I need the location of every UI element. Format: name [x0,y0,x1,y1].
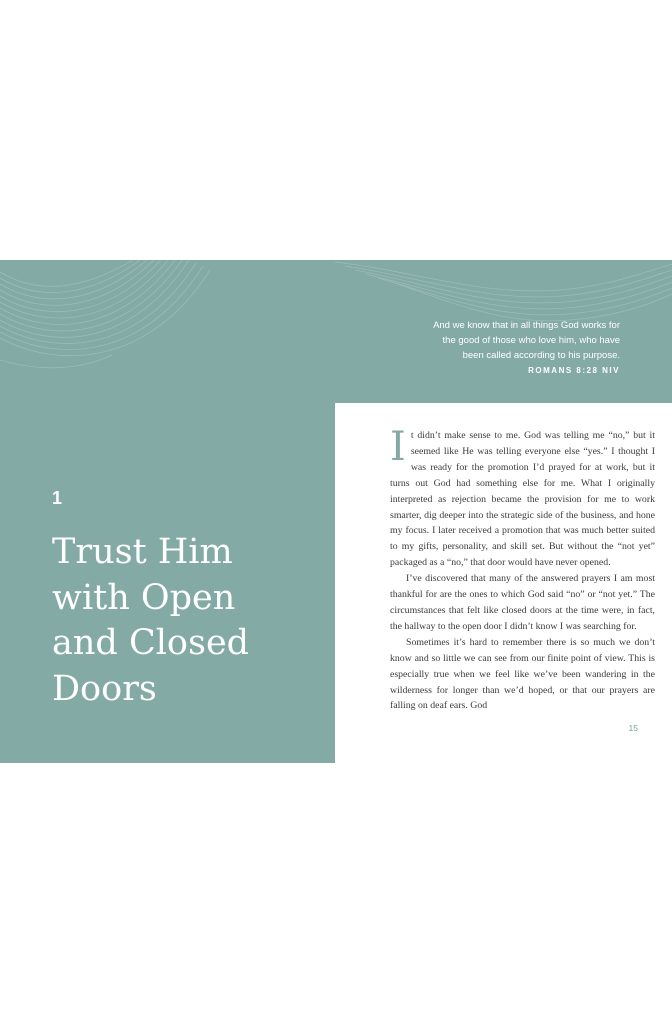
paragraph-text: t didn’t make sense to me. God was telling me “no,” but it seemed like He was telling everyone else “yes.” I thought I was ready for the promotion I’d prayed for at work, but it turns out God had something else for me. What I originally interpreted as rejection became the provision for me to work smarter, dig deeper into the strategic side of the business, and hone my focus. I later received a promotion that was much better suited to my gifts, personality, and skill set. But without the “not yet” packaged as a “no,” that door would have never opened. [390,430,655,569]
chapter-title [52,530,322,712]
paragraph [390,424,655,571]
paragraph: I’ve discovered that many of the answered prayers I am most thankful for are the ones to which God said “no” or “not yet.” The circumstances that felt like closed doors at the time were, in fact, the hallway to the open door I didn’t know I was searching for. [390,573,655,632]
epigraph-line: And we know that in all things God works for [433,320,620,331]
chapter-title-line: Trust Him [52,532,233,572]
chapter-title-line: and Closed [52,623,250,663]
chapter-title-line: with Open [52,577,236,618]
paragraph: Sometimes it’s hard to remember there is so much we don’t know and so little we can see from our finite point of view. This is especially true when we feel like we’ve been wandering in the wilderness for longer than we’d hoped, or that our prayers are falling on deaf ears. God [390,636,655,712]
epigraph [360,318,620,378]
chapter-title-line: Doors [52,668,157,709]
epigraph-reference: ROMANS 8:28 NIV [528,366,620,375]
page-number: 15 [628,723,638,733]
text-page [335,403,672,763]
chapter-number: 1 [52,488,63,508]
body-text [390,424,655,714]
book-spread [0,260,672,763]
drop-cap: I [390,424,406,470]
epigraph-line: been called according to his purpose. [462,350,620,361]
epigraph-line: the good of those who love him, who have [442,335,620,346]
